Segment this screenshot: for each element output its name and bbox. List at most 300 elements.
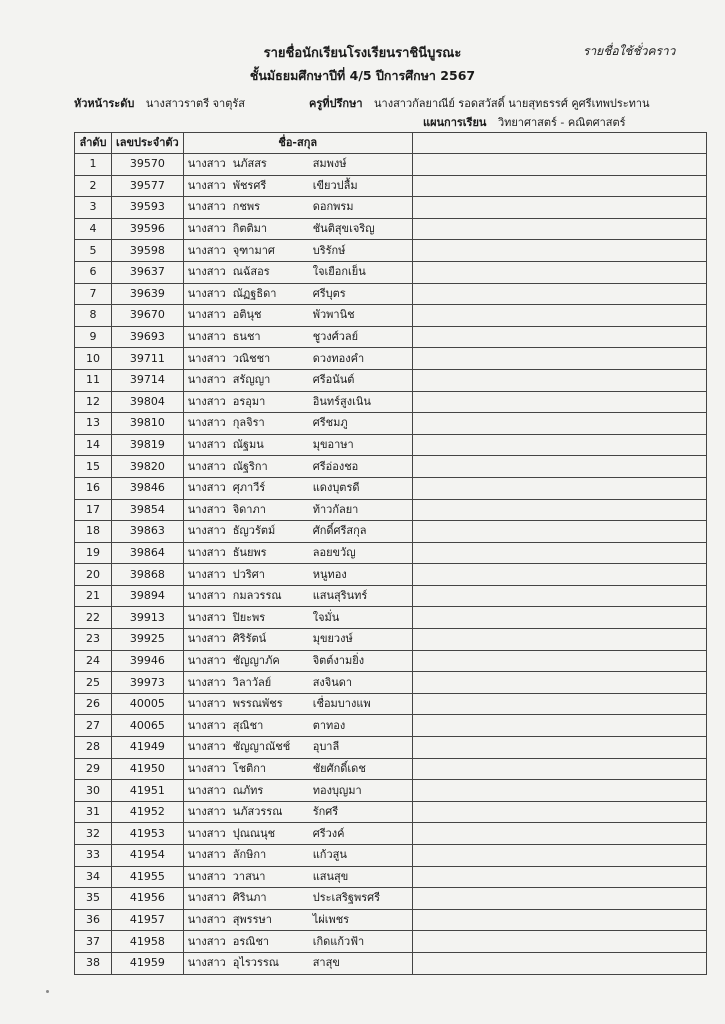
name-prefix: นางสาว: [187, 675, 226, 689]
row-student-id: 41958: [111, 931, 183, 953]
row-student-id: 39596: [111, 218, 183, 240]
last-name: เชื่อมบางแพ: [312, 697, 371, 711]
row-student-id: 41957: [111, 909, 183, 931]
table-row: [75, 154, 707, 176]
row-order-number: 15: [75, 456, 112, 478]
name-prefix: นางสาว: [187, 200, 226, 214]
name-prefix: นางสาว: [187, 481, 226, 495]
row-order-number: 14: [75, 434, 112, 456]
last-name: ศรีชมภู: [312, 416, 348, 430]
table-row: [75, 240, 707, 262]
row-order-number: 23: [75, 629, 112, 651]
last-name: ตาทอง: [312, 718, 346, 732]
row-student-id: 39863: [111, 521, 183, 543]
row-student-id: 39820: [111, 456, 183, 478]
study-program-value: วิทยาศาสตร์ - คณิตศาสตร์: [497, 116, 626, 129]
name-prefix: นางสาว: [187, 265, 226, 279]
row-blank-cell: [412, 175, 706, 197]
row-blank-cell: [412, 693, 706, 715]
row-order-number: 19: [75, 542, 112, 564]
table-row: [75, 585, 707, 607]
last-name: แดงบุตรดี: [312, 481, 360, 495]
row-blank-cell: [412, 369, 706, 391]
row-student-id: 41952: [111, 801, 183, 823]
first-name: ชัญญาณัชช์: [232, 740, 291, 754]
table-row: [75, 737, 707, 759]
row-blank-cell: [412, 326, 706, 348]
last-name: ชัยศักดิ์เดช: [312, 761, 366, 775]
last-name: แสนสุรินทร์: [312, 589, 368, 603]
row-student-id: 39946: [111, 650, 183, 672]
row-full-name: [183, 823, 412, 845]
row-blank-cell: [412, 607, 706, 629]
last-name: สมพงษ์: [312, 157, 347, 171]
table-row: [75, 413, 707, 435]
table-row: [75, 931, 707, 953]
last-name: ท้าวกัลยา: [312, 502, 359, 516]
row-full-name: [183, 801, 412, 823]
row-order-number: 6: [75, 261, 112, 283]
first-name: อรณิชา: [232, 934, 270, 948]
first-name: กมลวรรณ: [232, 589, 282, 603]
head-of-level-name: นางสาวราตรี จาตุรัส: [145, 97, 245, 110]
last-name: แสนสุข: [312, 869, 349, 883]
last-name: หนูทอง: [312, 567, 347, 581]
row-blank-cell: [412, 845, 706, 867]
last-name: สาสุข: [312, 956, 340, 970]
row-order-number: 33: [75, 845, 112, 867]
name-prefix: นางสาว: [187, 459, 226, 473]
name-prefix: นางสาว: [187, 956, 226, 970]
table-row: [75, 650, 707, 672]
last-name: ชูวงศ์วลย์: [312, 330, 359, 344]
row-student-id: 39868: [111, 564, 183, 586]
row-student-id: 39637: [111, 261, 183, 283]
last-name: เขียวปลื้ม: [312, 178, 358, 192]
table-header-row: [75, 133, 707, 154]
table-row: [75, 369, 707, 391]
table-row: [75, 564, 707, 586]
row-order-number: 29: [75, 758, 112, 780]
table-row: [75, 305, 707, 327]
first-name: ณัฏฐธิดา: [232, 286, 277, 300]
first-name: จุฑามาศ: [232, 243, 275, 257]
row-order-number: 36: [75, 909, 112, 931]
table-row: [75, 218, 707, 240]
first-name: กชพร: [232, 200, 261, 214]
name-prefix: นางสาว: [187, 934, 226, 948]
row-order-number: 12: [75, 391, 112, 413]
last-name: ไผ่เพชร: [312, 913, 350, 927]
row-student-id: 39804: [111, 391, 183, 413]
row-student-id: 39693: [111, 326, 183, 348]
row-order-number: 28: [75, 737, 112, 759]
table-row: [75, 866, 707, 888]
class-year-subtitle: ชั้นมัธยมศึกษาปีที่ 4/5 ปีการศึกษา 2567: [249, 68, 476, 83]
table-row: [75, 477, 707, 499]
first-name: อตินุช: [232, 308, 262, 322]
row-student-id: 41951: [111, 780, 183, 802]
first-name: ปุณณนุช: [232, 826, 276, 840]
table-row: [75, 629, 707, 651]
row-order-number: 24: [75, 650, 112, 672]
row-blank-cell: [412, 758, 706, 780]
name-prefix: นางสาว: [187, 653, 226, 667]
row-full-name: [183, 197, 412, 219]
table-row: [75, 952, 707, 974]
row-full-name: [183, 499, 412, 521]
table-row: [75, 283, 707, 305]
row-order-number: 7: [75, 283, 112, 305]
row-full-name: [183, 909, 412, 931]
row-full-name: [183, 369, 412, 391]
row-order-number: 20: [75, 564, 112, 586]
table-row: [75, 672, 707, 694]
row-student-id: 39913: [111, 607, 183, 629]
name-prefix: นางสาว: [187, 308, 226, 322]
last-name: พัวพานิช: [312, 308, 355, 322]
row-full-name: [183, 758, 412, 780]
name-prefix: นางสาว: [187, 243, 226, 257]
table-row: [75, 261, 707, 283]
first-name: ธันยพร: [232, 545, 267, 559]
row-order-number: 1: [75, 154, 112, 176]
first-name: นภัสวรรณ: [232, 805, 283, 819]
name-prefix: นางสาว: [187, 718, 226, 732]
row-student-id: 41956: [111, 888, 183, 910]
row-order-number: 3: [75, 197, 112, 219]
row-blank-cell: [412, 305, 706, 327]
row-full-name: [183, 391, 412, 413]
row-order-number: 8: [75, 305, 112, 327]
first-name: วิลาวัลย์: [232, 675, 272, 689]
row-full-name: [183, 780, 412, 802]
first-name: สุพรรษา: [232, 913, 272, 927]
row-order-number: 26: [75, 693, 112, 715]
row-order-number: 27: [75, 715, 112, 737]
row-blank-cell: [412, 952, 706, 974]
last-name: อุบาลี: [312, 740, 340, 754]
first-name: กิตติมา: [232, 222, 268, 236]
table-row: [75, 693, 707, 715]
first-name: ณัฐริกา: [232, 459, 268, 473]
row-blank-cell: [412, 154, 706, 176]
last-name: ศักดิ์ศรีสกุล: [312, 524, 367, 538]
table-row: [75, 434, 707, 456]
table-row: [75, 780, 707, 802]
row-order-number: 34: [75, 866, 112, 888]
row-order-number: 18: [75, 521, 112, 543]
row-blank-cell: [412, 283, 706, 305]
column-header-full-name: ชื่อ-สกุล: [183, 133, 412, 154]
last-name: ดวงทองคำ: [312, 351, 365, 365]
row-full-name: [183, 326, 412, 348]
table-row: [75, 823, 707, 845]
name-prefix: นางสาว: [187, 913, 226, 927]
row-order-number: 4: [75, 218, 112, 240]
row-student-id: 40005: [111, 693, 183, 715]
row-full-name: [183, 542, 412, 564]
name-prefix: นางสาว: [187, 524, 226, 538]
row-student-id: 39570: [111, 154, 183, 176]
first-name: วณิชชา: [232, 351, 271, 365]
row-full-name: [183, 154, 412, 176]
table-row: [75, 326, 707, 348]
row-student-id: 39639: [111, 283, 183, 305]
row-full-name: [183, 888, 412, 910]
row-order-number: 30: [75, 780, 112, 802]
table-row: [75, 197, 707, 219]
last-name: ศรีวงค์: [312, 826, 345, 840]
row-order-number: 25: [75, 672, 112, 694]
row-student-id: 39598: [111, 240, 183, 262]
row-blank-cell: [412, 218, 706, 240]
row-order-number: 17: [75, 499, 112, 521]
row-full-name: [183, 283, 412, 305]
first-name: นภัสสร: [232, 157, 267, 171]
last-name: ศรีอนันต์: [312, 373, 355, 387]
row-blank-cell: [412, 240, 706, 262]
table-row: [75, 456, 707, 478]
last-name: ศรีบุตร: [312, 286, 346, 300]
row-order-number: 11: [75, 369, 112, 391]
first-name: ศิริรัตน์: [232, 632, 267, 646]
row-blank-cell: [412, 564, 706, 586]
last-name: ศรีอ่องชอ: [312, 459, 359, 473]
row-full-name: [183, 434, 412, 456]
study-program: [423, 113, 626, 131]
row-student-id: 41955: [111, 866, 183, 888]
row-full-name: [183, 715, 412, 737]
first-name: ศิรินภา: [232, 891, 267, 905]
name-prefix: นางสาว: [187, 697, 226, 711]
first-name: โชติกา: [232, 761, 267, 775]
row-order-number: 35: [75, 888, 112, 910]
table-row: [75, 499, 707, 521]
row-full-name: [183, 175, 412, 197]
name-prefix: นางสาว: [187, 157, 226, 171]
row-full-name: [183, 456, 412, 478]
row-blank-cell: [412, 261, 706, 283]
first-name: จิดาภา: [232, 502, 266, 516]
last-name: อินทร์สูงเนิน: [312, 394, 371, 408]
name-prefix: นางสาว: [187, 740, 226, 754]
first-name: ปิยะพร: [232, 610, 266, 624]
table-body: [75, 154, 707, 975]
row-blank-cell: [412, 888, 706, 910]
last-name: แก้วสูน: [312, 848, 347, 862]
table-row: [75, 521, 707, 543]
name-prefix: นางสาว: [187, 761, 226, 775]
row-student-id: 39714: [111, 369, 183, 391]
row-full-name: [183, 737, 412, 759]
first-name: อุไรวรรณ: [232, 956, 279, 970]
row-student-id: 39925: [111, 629, 183, 651]
row-order-number: 10: [75, 348, 112, 370]
row-student-id: 39711: [111, 348, 183, 370]
name-prefix: นางสาว: [187, 438, 226, 452]
row-full-name: [183, 218, 412, 240]
row-order-number: 2: [75, 175, 112, 197]
last-name: จิตต์งามยิ่ง: [312, 653, 365, 667]
name-prefix: นางสาว: [187, 351, 226, 365]
table-row: [75, 909, 707, 931]
last-name: ลอยขวัญ: [312, 545, 356, 559]
row-blank-cell: [412, 909, 706, 931]
row-student-id: 40065: [111, 715, 183, 737]
row-student-id: 39894: [111, 585, 183, 607]
row-blank-cell: [412, 456, 706, 478]
row-student-id: 41954: [111, 845, 183, 867]
last-name: สงจินดา: [312, 675, 353, 689]
last-name: บริรักษ์: [312, 243, 346, 257]
row-full-name: [183, 650, 412, 672]
name-prefix: นางสาว: [187, 589, 226, 603]
row-full-name: [183, 866, 412, 888]
row-full-name: [183, 693, 412, 715]
row-student-id: 41950: [111, 758, 183, 780]
first-name: ณภัทร: [232, 783, 264, 797]
row-full-name: [183, 845, 412, 867]
last-name: ทองบุญมา: [312, 783, 362, 797]
table-row: [75, 391, 707, 413]
row-student-id: 39577: [111, 175, 183, 197]
row-student-id: 41953: [111, 823, 183, 845]
row-blank-cell: [412, 348, 706, 370]
name-prefix: นางสาว: [187, 805, 226, 819]
column-header-student-id: เลขประจำตัว: [111, 133, 183, 154]
row-full-name: [183, 672, 412, 694]
name-prefix: นางสาว: [187, 286, 226, 300]
row-blank-cell: [412, 650, 706, 672]
study-program-label: แผนการเรียน: [423, 116, 487, 129]
row-blank-cell: [412, 542, 706, 564]
table-row: [75, 715, 707, 737]
row-full-name: [183, 607, 412, 629]
temporary-list-note: รายชื่อใช้ชั่วคราว: [583, 44, 676, 58]
advisors-names: นางสาวกัลยาณีย์ รอดสวัสดิ์ นายสุทธรรศ์ คูศรีเทพประทาน: [374, 97, 650, 110]
first-name: ลักษิกา: [232, 848, 267, 862]
row-blank-cell: [412, 197, 706, 219]
row-blank-cell: [412, 801, 706, 823]
name-prefix: นางสาว: [187, 416, 226, 430]
row-blank-cell: [412, 499, 706, 521]
table-row: [75, 758, 707, 780]
name-prefix: นางสาว: [187, 545, 226, 559]
row-order-number: 32: [75, 823, 112, 845]
row-order-number: 13: [75, 413, 112, 435]
row-order-number: 21: [75, 585, 112, 607]
row-blank-cell: [412, 780, 706, 802]
row-full-name: [183, 931, 412, 953]
row-full-name: [183, 952, 412, 974]
last-name: ดอกพรม: [312, 200, 354, 214]
first-name: ณฉัสอร: [232, 265, 270, 279]
document-title: รายชื่อนักเรียนโรงเรียนราชินีบูรณะ: [263, 46, 462, 61]
row-blank-cell: [412, 585, 706, 607]
name-prefix: นางสาว: [187, 330, 226, 344]
row-student-id: 41949: [111, 737, 183, 759]
first-name: กุลจิรา: [232, 416, 265, 430]
last-name: รักศรี: [312, 805, 339, 819]
row-full-name: [183, 585, 412, 607]
first-name: สุณิชา: [232, 718, 264, 732]
column-header-order: ลำดับ: [75, 133, 112, 154]
advisors: [309, 94, 650, 112]
row-full-name: [183, 629, 412, 651]
name-prefix: นางสาว: [187, 567, 226, 581]
row-full-name: [183, 240, 412, 262]
row-blank-cell: [412, 715, 706, 737]
row-blank-cell: [412, 413, 706, 435]
name-prefix: นางสาว: [187, 826, 226, 840]
first-name: ปวริศา: [232, 567, 265, 581]
row-order-number: 5: [75, 240, 112, 262]
row-full-name: [183, 521, 412, 543]
row-student-id: 39846: [111, 477, 183, 499]
first-name: ชัญญาภัค: [232, 653, 280, 667]
first-name: ณัฐมน: [232, 438, 264, 452]
row-blank-cell: [412, 737, 706, 759]
row-blank-cell: [412, 629, 706, 651]
name-prefix: นางสาว: [187, 891, 226, 905]
column-header-blank: [412, 133, 706, 154]
name-prefix: นางสาว: [187, 222, 226, 236]
name-prefix: นางสาว: [187, 848, 226, 862]
last-name: ใจเยือกเย็น: [312, 265, 366, 279]
first-name: พัชรศรี: [232, 178, 267, 192]
name-prefix: นางสาว: [187, 869, 226, 883]
row-full-name: [183, 305, 412, 327]
row-blank-cell: [412, 672, 706, 694]
student-roster-table: [74, 132, 707, 975]
row-blank-cell: [412, 477, 706, 499]
row-full-name: [183, 477, 412, 499]
first-name: พรรณพัชร: [232, 697, 283, 711]
table-row: [75, 607, 707, 629]
row-full-name: [183, 564, 412, 586]
scan-speck: [46, 990, 49, 993]
row-student-id: 39810: [111, 413, 183, 435]
row-blank-cell: [412, 391, 706, 413]
row-order-number: 22: [75, 607, 112, 629]
row-student-id: 39819: [111, 434, 183, 456]
head-of-level: [74, 94, 245, 112]
row-blank-cell: [412, 434, 706, 456]
name-prefix: นางสาว: [187, 178, 226, 192]
advisors-label: ครูที่ปรึกษา: [309, 97, 363, 110]
first-name: อรอุมา: [232, 394, 266, 408]
last-name: ชันติสุขเจริญ: [312, 222, 375, 236]
row-full-name: [183, 261, 412, 283]
table-row: [75, 888, 707, 910]
name-prefix: นางสาว: [187, 632, 226, 646]
last-name: ใจมั่น: [312, 610, 340, 624]
last-name: มุขอาษา: [312, 438, 354, 452]
name-prefix: นางสาว: [187, 373, 226, 387]
row-student-id: 39670: [111, 305, 183, 327]
row-order-number: 37: [75, 931, 112, 953]
name-prefix: นางสาว: [187, 394, 226, 408]
first-name: ธนชา: [232, 330, 261, 344]
first-name: ศุภาวีร์: [232, 481, 266, 495]
row-student-id: 41959: [111, 952, 183, 974]
row-full-name: [183, 348, 412, 370]
row-student-id: 39593: [111, 197, 183, 219]
head-of-level-label: หัวหน้าระดับ: [74, 97, 135, 110]
last-name: ประเสริฐพรศรี: [312, 891, 381, 905]
name-prefix: นางสาว: [187, 502, 226, 516]
